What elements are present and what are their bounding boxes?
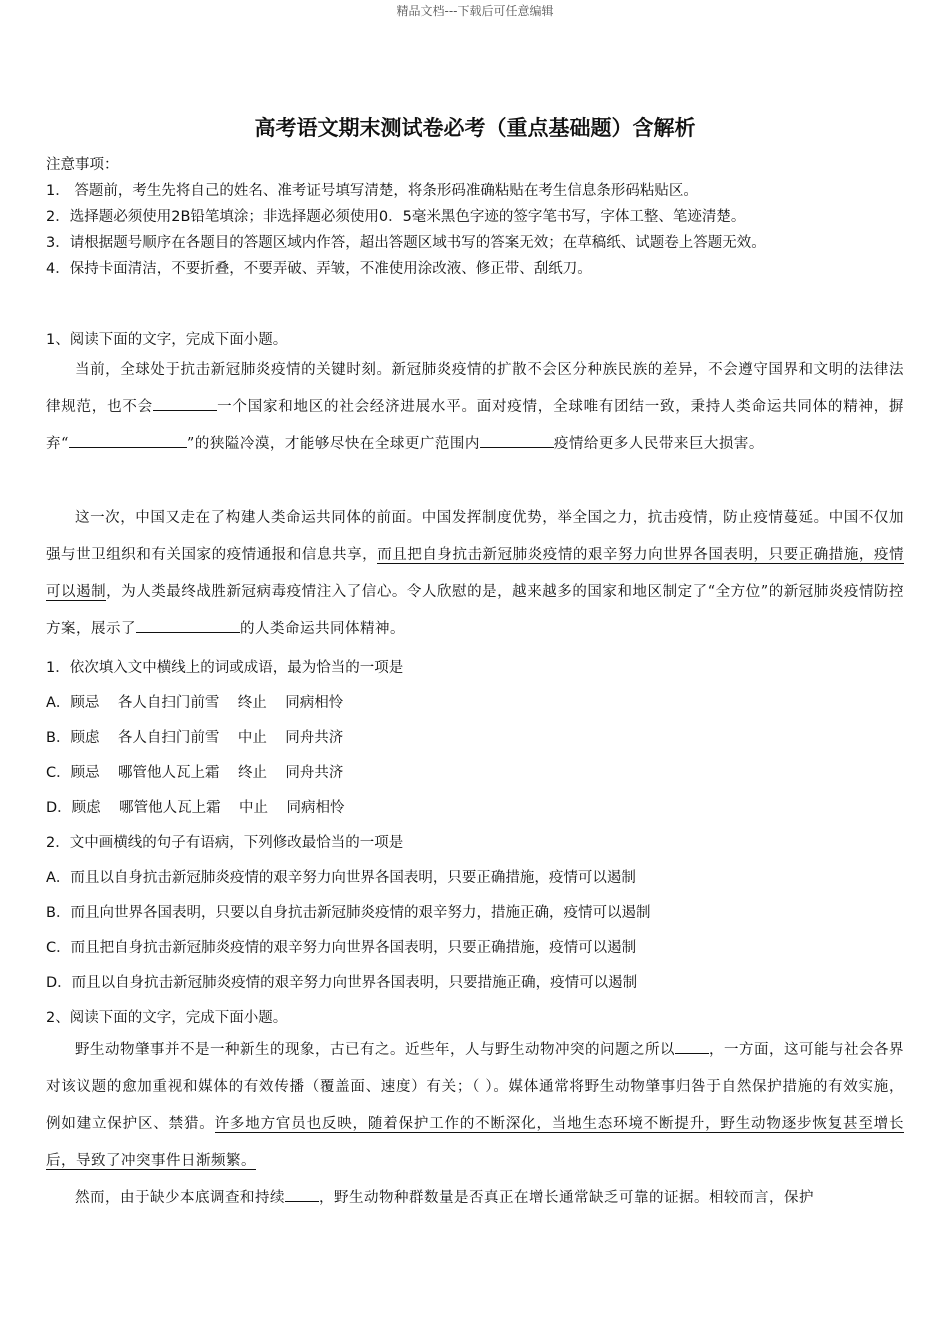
question-1-option-b: B．顾虑 各人自扫门前雪 中止 同舟共济 — [46, 730, 344, 746]
underlined-sentence: 而且把自身抗击新冠肺炎疫情的艰辛努力向世界各国表明，只要正确措施，疫情可以遏制 — [46, 547, 905, 600]
section1-paragraph-2 — [46, 500, 904, 648]
fill-blank — [285, 1187, 319, 1202]
question-1-option-a: A．顾忌 各人自扫门前雪 终止 同病相怜 — [46, 695, 344, 711]
notice-item: 4．保持卡面清洁，不要折叠，不要弄破、弄皱，不准使用涂改液、修正带、刮纸刀。 — [46, 261, 592, 277]
notice-item: 3．请根据题号顺序在各题目的答题区域内作答，超出答题区域书写的答案无效；在草稿纸、试题卷上答题无效。 — [46, 235, 766, 251]
notice-heading: 注意事项： — [46, 157, 119, 173]
notice-item: 1． 答题前，考生先将自己的姓名、准考证号填写清楚，将条形码准确粘贴在考生信息条形码粘贴区。 — [46, 183, 698, 199]
notice-item: 2．选择题必须使用2B铅笔填涂；非选择题必须使用0．5毫米黑色字迹的签字笔书写，字体工整、笔迹清楚。 — [46, 209, 746, 225]
question-1-option-d: D．顾虑 哪管他人瓦上霜 中止 同病相怜 — [46, 800, 345, 816]
question-2-option-a: A．而且以自身抗击新冠肺炎疫情的艰辛努力向世界各国表明，只要正确措施，疫情可以遏制 — [46, 870, 636, 886]
paragraph-text: 然而，由于缺少本底调查和持续 — [75, 1190, 285, 1206]
fill-blank — [69, 433, 187, 448]
question-2-option-b: B．而且向世界各国表明，只要以自身抗击新冠肺炎疫情的艰辛努力，措施正确，疫情可以遏制 — [46, 905, 651, 921]
question-2-stem: 2．文中画横线的句子有语病，下列修改最恰当的一项是 — [46, 835, 404, 851]
paragraph-text: ，一方面，这可能与社会各界对该议题的愈加重视和媒体的有效传播（覆盖面、速度）有关；（ ）。媒体通常将野生动物肇事归咎于自然保护措施的有效实施，例如建立保护区、禁猎。 — [46, 1042, 904, 1132]
fill-blank — [136, 618, 240, 633]
paragraph-text: 一个国家和地区的社会经济进展水平。面对疫情，全球唯有团结一致，秉持人类命运共同体的精神，摒弃“ — [46, 399, 905, 452]
paragraph-text: ，为人类最终战胜新冠病毒疫情注入了信心。令人欣慰的是，越来越多的国家和地区制定了“全方位”的新冠肺炎疫情防控方案，展示了 — [46, 584, 904, 637]
section1-intro: 1、阅读下面的文字，完成下面小题。 — [46, 332, 288, 348]
fill-blank — [480, 433, 554, 448]
paragraph-text: 的人类命运共同体精神。 — [240, 621, 405, 637]
fill-blank — [153, 396, 217, 411]
question-2-option-d: D．而且以自身抗击新冠肺炎疫情的艰辛努力向世界各国表明，只要措施正确，疫情可以遏制 — [46, 975, 638, 991]
notice-block — [46, 152, 916, 282]
page-title: 高考语文期末测试卷必考（重点基础题）含解析 — [254, 116, 696, 140]
paragraph-text: ”的狭隘冷漠，才能够尽快在全球更广范围内 — [186, 436, 480, 452]
section1-paragraph-1 — [46, 352, 904, 463]
header-note: 精品文档---下载后可任意编辑 — [396, 4, 554, 18]
fill-blank — [675, 1039, 709, 1054]
question-2-option-c: C．而且把自身抗击新冠肺炎疫情的艰辛努力向世界各国表明，只要正确措施，疫情可以遏制 — [46, 940, 637, 956]
question-1-option-c: C．顾忌 哪管他人瓦上霜 终止 同舟共济 — [46, 765, 344, 781]
paragraph-text: 野生动物肇事并不是一种新生的现象，古已有之。近些年，人与野生动物冲突的问题之所以 — [75, 1042, 675, 1058]
section2-intro: 2、阅读下面的文字，完成下面小题。 — [46, 1010, 288, 1026]
paragraph-text: 疫情给更多人民带来巨大损害。 — [553, 436, 764, 452]
paragraph-text: ，野生动物种群数量是否真正在增长通常缺乏可靠的证据。相较而言，保护 — [319, 1190, 814, 1206]
question-1-stem: 1．依次填入文中横线上的词或成语，最为恰当的一项是 — [46, 660, 404, 676]
paragraph-text: 这一次，中国又走在了构建人类命运共同体的前面。中国发挥制度优势，举全国之力，抗击疫情，防止疫情蔓延。中国不仅加强与世卫组织和有关国家的疫情通报和信息共享， — [46, 510, 904, 563]
section2-paragraph-1 — [46, 1032, 904, 1180]
section2-paragraph-2 — [46, 1180, 904, 1217]
underlined-sentence: 许多地方官员也反映，随着保护工作的不断深化，当地生态环境不断提升，野生动物逐步恢复甚至增长后，导致了冲突事件日渐频繁。 — [46, 1116, 905, 1169]
paragraph-text: 当前，全球处于抗击新冠肺炎疫情的关键时刻。新冠肺炎疫情的扩散不会区分种族民族的差异，不会遵守国界和文明的法律法律规范，也不会 — [46, 362, 904, 415]
